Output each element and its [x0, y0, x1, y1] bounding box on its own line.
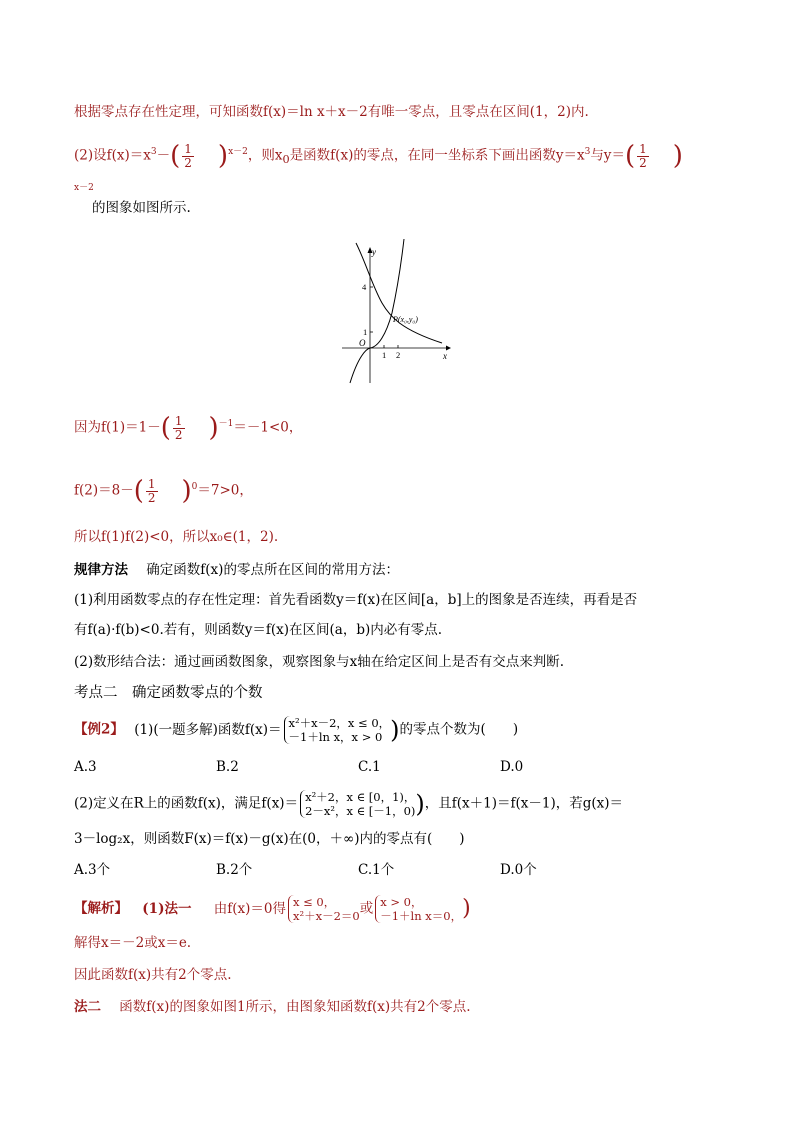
tick-label-y1: 1	[363, 327, 368, 337]
question-2	[74, 790, 623, 818]
question-2-line-2: 3－log₂x，则函数F(x)＝f(x)－g(x)在(0，＋∞)内的零点有( )	[74, 831, 465, 847]
paragraph-2	[74, 142, 683, 170]
analysis-brace-close: )	[462, 896, 471, 921]
method-2-tag: 法二	[74, 999, 101, 1015]
para3-suffix: ＝－1<0，	[233, 419, 303, 436]
fraction-half-3	[173, 415, 185, 442]
function-graph	[342, 235, 452, 385]
option-2-d[interactable]: D.0个	[500, 862, 537, 878]
method-2-line	[74, 997, 471, 1017]
options-1	[74, 757, 642, 777]
paragraph-4	[74, 477, 253, 505]
left-paren: (	[170, 141, 181, 171]
analysis-case-4: －1＋ln x＝0，	[380, 909, 463, 923]
analysis-case-1: x ≤ 0，	[293, 895, 336, 909]
para2-prefix: (2)设f(x)＝x	[74, 147, 151, 164]
example-text-a: (1)(一题多解)函数f(x)＝	[134, 721, 282, 738]
paragraph-3	[74, 414, 302, 442]
tick-label-4: 4	[362, 282, 367, 292]
option-1-a[interactable]: A.3	[74, 759, 97, 775]
frac-numerator-4: 1	[147, 476, 156, 491]
piecewise-brace-1	[284, 716, 391, 744]
section-title: 考点二 确定函数零点的个数	[74, 685, 263, 701]
example-text-b: 的零点个数为( )	[399, 721, 519, 738]
analysis-method-1: (1)法一	[142, 900, 192, 917]
solve-line: 解得x＝－2或x＝e.	[74, 935, 192, 951]
example-tag: 【例2】	[74, 721, 124, 738]
method-heading	[74, 560, 399, 580]
case-1: x²＋x－2，x ≤ 0，	[288, 716, 391, 730]
analysis-brace-2	[375, 895, 462, 923]
origin-label: O	[359, 338, 366, 348]
method-1a: (1)利用函数零点的存在性定理：首先看函数y＝f(x)在区间[a，b]上的图象是否连续，再看是否	[74, 592, 638, 608]
y-label: y	[372, 247, 376, 257]
q2-case-1: x²＋2，x ∈ [0，1)，	[305, 790, 416, 804]
left-paren-3: (	[160, 413, 171, 443]
para2-exp-x2: x－2	[228, 147, 248, 157]
right-paren-4: )	[181, 476, 192, 506]
fraction-half-2	[637, 143, 649, 170]
para3-exp: －1	[218, 419, 234, 429]
method-title: 规律方法	[74, 562, 128, 578]
brace-close-1: )	[390, 716, 400, 744]
para2-exp3b: 3	[584, 147, 591, 157]
frac-numerator-2: 1	[639, 141, 647, 156]
para2-mid: ，则x	[247, 147, 283, 164]
method-2: (2)数形结合法：通过画函数图象，观察图象与x轴在给定区间上是否有交点来判断.	[74, 654, 565, 670]
para2-tail: 的图象如图所示.	[92, 200, 191, 216]
options-2	[74, 860, 642, 880]
right-paren-3: )	[208, 413, 219, 443]
frac-numerator: 1	[184, 141, 192, 156]
left-paren-2: (	[624, 141, 636, 171]
example-2	[74, 716, 518, 744]
para4-exp: 0	[191, 482, 198, 492]
conclusion-line: 因此函数f(x)共有2个零点.	[74, 967, 232, 983]
q2-text-a: (2)定义在R上的函数f(x)，满足f(x)＝	[74, 795, 299, 812]
frac-denominator: 2	[184, 155, 192, 170]
x-label: x	[443, 351, 447, 361]
analysis	[74, 895, 471, 923]
brace-close-2: )	[415, 790, 425, 818]
right-paren: )	[217, 141, 229, 171]
analysis-tag: 【解析】	[74, 900, 128, 917]
tick-label-2: 2	[396, 350, 401, 360]
para4-prefix: f(2)＝8－	[74, 482, 134, 499]
option-1-d[interactable]: D.0	[500, 759, 524, 775]
x-axis-arrow-icon	[446, 346, 451, 351]
exponential-curve	[356, 243, 442, 343]
piecewise-brace-2	[300, 790, 415, 818]
analysis-brace-1	[288, 895, 360, 923]
para2-mid2: 是函数f(x)的零点，在同一坐标系下画出函数y＝x	[289, 147, 585, 164]
method-1b: 有f(a)·f(b)<0.若有，则函数y＝f(x)在区间(a，b)内必有零点.	[74, 622, 443, 638]
para2-tail-exp: x－2	[74, 183, 94, 193]
left-paren-4: (	[133, 476, 144, 506]
frac-denominator-2: 2	[639, 155, 647, 170]
method-head: 确定函数f(x)的零点所在区间的常用方法：	[146, 562, 399, 578]
analysis-text-a: 由f(x)＝0得	[213, 900, 286, 917]
tick-label-1: 1	[382, 350, 387, 360]
paragraph-5: 所以f(1)f(2)<0，所以x₀∈(1，2).	[74, 529, 279, 545]
para4-suffix: ＝7>0，	[197, 482, 253, 499]
para2-minus: －	[156, 147, 171, 164]
cubic-curve	[350, 239, 404, 383]
para2-mid3: 与y＝	[590, 147, 625, 164]
para2-sub0: 0	[282, 153, 290, 167]
analysis-case-2: x²＋x－2＝0	[293, 909, 360, 923]
para2-exp3: 3	[150, 147, 157, 157]
frac-numerator-3: 1	[174, 413, 183, 428]
q2-case-2: 2－x²，x ∈ [－1，0)	[305, 804, 416, 818]
option-2-b[interactable]: B.2个	[216, 862, 253, 878]
method-2-text: 函数f(x)的图象如图1所示，由图象知函数f(x)共有2个零点.	[119, 999, 471, 1015]
option-2-c[interactable]: C.1个	[358, 862, 395, 878]
analysis-or: 或	[359, 900, 374, 917]
fraction-half	[182, 143, 194, 170]
option-2-a[interactable]: A.3个	[74, 862, 111, 878]
frac-denominator-4: 2	[147, 490, 156, 505]
right-paren-2: )	[672, 141, 683, 171]
para3-prefix: 因为f(1)＝1－	[74, 419, 161, 436]
fraction-half-4	[146, 478, 158, 505]
case-2: －1＋ln x，x > 0	[288, 730, 383, 744]
analysis-case-3: x > 0，	[380, 895, 423, 909]
frac-denominator-3: 2	[174, 427, 183, 442]
point-label: P(x₀,y₀)	[393, 315, 418, 324]
q2-text-b: ，且f(x＋1)＝f(x－1)，若g(x)＝	[424, 795, 624, 812]
option-1-b[interactable]: B.2	[216, 759, 239, 775]
paragraph-1: 根据零点存在性定理，可知函数f(x)＝ln x＋x－2有唯一零点，且零点在区间(1，2)内.	[74, 104, 589, 120]
graph-svg	[342, 235, 452, 385]
option-1-c[interactable]: C.1	[358, 759, 381, 775]
